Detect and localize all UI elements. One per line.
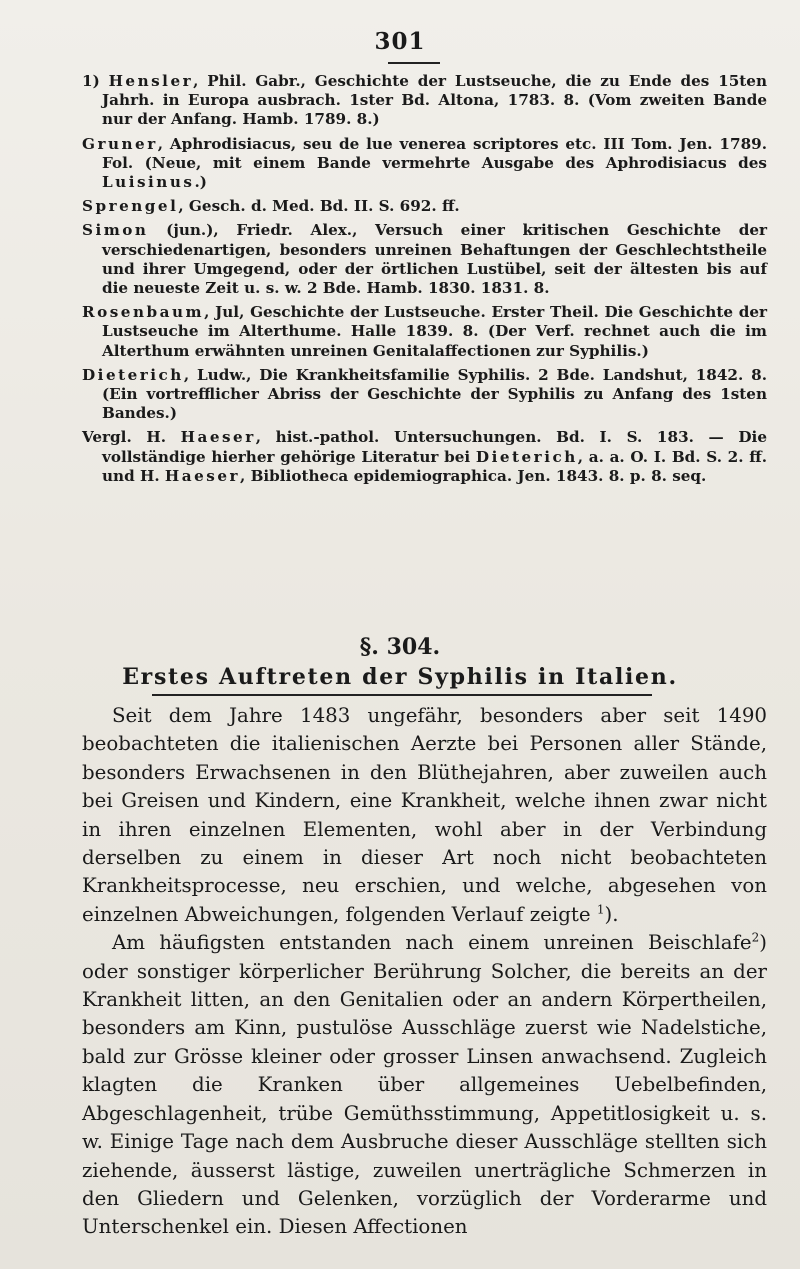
footnote-reference: 2 xyxy=(751,930,760,945)
footnote-entry xyxy=(82,135,767,193)
footnote-text: , Aphrodisiacus, seu de lue venerea scriptores etc. III Tom. Jen. 1789. Fol. (Neue, mit einem Bande vermehrte Ausgabe des Aphrodisiacus des xyxy=(102,134,767,172)
paragraph-text: Seit dem Jahre 1483 ungefähr, besonders aber seit 1490 beobachteten die italienischen Aerzte bei Personen aller Stände, besonders Erwachsenen in den Blüthejahren, aber zuweilen auch bei Greisen und Kindern, eine Krankheit, welche ihnen zwar nicht in ihren einzelnen Elementen, wohl aber in der Verbindung derselben zu einem in dieser Art noch nicht beobachteten Krankheitsprocesse, neu erschien, und welche, abgesehen von einzelnen Abweichungen, folgenden Verlauf zeigte xyxy=(82,704,767,926)
footnote-author: Haeser xyxy=(180,428,256,447)
footnote-author: Gruner xyxy=(82,134,158,153)
section-number: §. 304. xyxy=(359,634,441,660)
footnote-author: Rosenbaum xyxy=(82,303,205,322)
footnote-text: (jun.), Friedr. Alex., Versuch einer kritischen Geschichte der verschiedenartigen, besonders unreinen Behaftungen der Geschlechtstheile und ihrer Umgegend, oder der örtlichen Lustübel, seit der ältesten bis auf die neueste Zeit u. s. w. 2 Bde. Hamb. 1830. 1831. 8. xyxy=(102,221,767,298)
footnote-marker: 1) xyxy=(82,72,100,90)
section-title-underline xyxy=(152,694,652,696)
footnote-author: Hensler xyxy=(108,72,194,90)
footnote-text: , Bibliotheca epidemiographica. Jen. 1843. 8. p. 8. seq. xyxy=(240,466,707,485)
footnote-entry xyxy=(82,197,767,216)
footnote-entry xyxy=(82,428,767,486)
footnote-text: , hist.-pathol. Untersuchungen. Bd. I. S. 183. — Die vollständige hierher gehörige Literatur bei xyxy=(102,428,767,466)
footnote-author: Luisinus xyxy=(102,173,195,192)
footnote-author: Simon xyxy=(82,221,149,240)
footnote-author: Sprengel xyxy=(82,197,179,216)
body-paragraph xyxy=(82,929,767,1241)
page-number-underline xyxy=(388,62,440,64)
footnote-text: , Jul, Geschichte der Lustseuche. Erster Theil. Die Geschichte der Lustseuche im Alterthume. Halle 1839. 8. (Der Verf. rechnet auch die im Alterthum erwähnten unreinen Genitalaffectionen zur Syphilis.) xyxy=(102,303,767,360)
footnote-entry xyxy=(82,303,767,361)
footnote-text: .) xyxy=(194,173,207,192)
footnote-text: Vergl. H. xyxy=(82,428,181,447)
paragraph-text: ). xyxy=(604,902,619,926)
section-title: Erstes Auftreten der Syphilis in Italien. xyxy=(122,664,678,690)
paragraph-text: ) oder sonstiger körperlicher Berührung Solcher, die bereits an der Krankheit litten, an den Genitalien oder an andern Körpertheilen, besonders am Kinn, pustulöse Ausschläge zuerst wie Nadelstiche, bald zur Grösse kleiner oder grosser Linsen anwachsend. Zugleich klagten die Kranken über allgemeines Uebelbefinden, Abgeschlagenheit, trübe Gemüthsstimmung, Appetitlosigkeit u. s. w. Einige Tage nach dem Ausbruche dieser Ausschläge stellten sich ziehende, äusserst lästige, zuweilen unerträgliche Schmerzen in den Gliedern und Gelenken, vorzüglich der Vorderarme und Unterschenkel ein. Diesen Affectionen xyxy=(82,931,767,1239)
footnote-author: Dieterich xyxy=(82,365,184,384)
footnote-entry xyxy=(82,221,767,298)
paragraph-text: Am häufigsten entstanden nach einem unreinen Beischlafe xyxy=(112,931,752,955)
footnotes-block xyxy=(82,72,767,491)
footnote-text: , a. a. O. I. Bd. S. 2. ff. und H. xyxy=(102,447,767,485)
body-paragraph xyxy=(82,702,767,929)
footnote-text: , Gesch. d. Med. Bd. II. S. 692. ff. xyxy=(178,197,460,216)
body-text xyxy=(82,702,767,1242)
footnote-text: , Ludw., Die Krankheitsfamilie Syphilis. 2 Bde. Landshut, 1842. 8. (Ein vortrefflicher Abriss der Geschichte der Syphilis zu Anfang des 1sten Bandes.) xyxy=(102,365,767,423)
footnote-entry xyxy=(82,72,767,130)
footnote-text: , Phil. Gabr., Geschichte der Lustseuche, die zu Ende des 15ten Jahrh. in Europa ausbrach. 1ster Bd. Altona, 1783. 8. (Vom zweiten Bande nur der Anfang. Hamb. 1789. 8.) xyxy=(102,72,767,129)
page-number: 301 xyxy=(374,28,426,55)
footnote-entry xyxy=(82,366,767,424)
footnote-author: Dieterich xyxy=(475,447,578,466)
footnote-author: Haeser xyxy=(164,466,240,485)
footnote-reference: 1 xyxy=(596,902,605,917)
